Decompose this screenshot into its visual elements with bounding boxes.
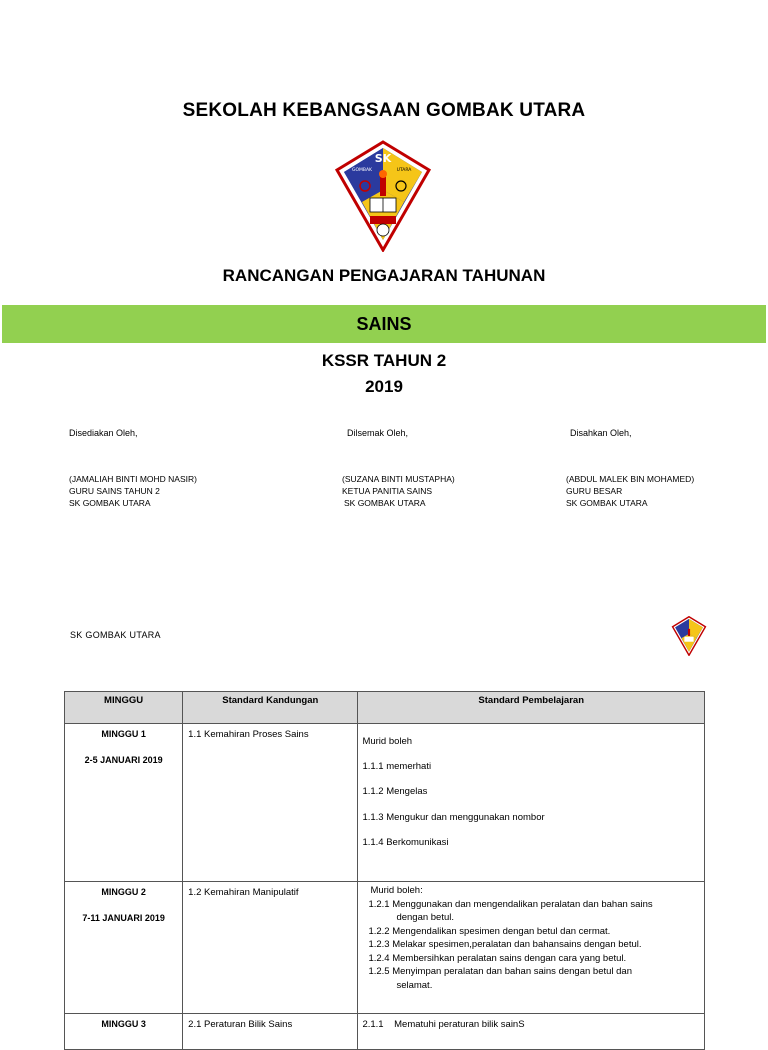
signatory-org: SK GOMBAK UTARA (69, 498, 151, 508)
subject-banner: SAINS (2, 305, 766, 343)
column-header-learning-standard: Standard Pembelajaran (358, 692, 705, 724)
signature-block-preparer (69, 473, 197, 509)
list-item: 1.2.2 Mengendalikan spesimen dengan betul dan cermat. (368, 925, 611, 937)
school-logo-small (670, 616, 708, 656)
list-item: 1.1.1 memerhati (362, 761, 432, 772)
list-item: selamat. (396, 979, 433, 991)
school-logo (334, 140, 432, 252)
week-dates: 2-5 JANUARI 2019 (84, 755, 163, 765)
school-crest-icon (670, 616, 708, 656)
table-row (65, 724, 705, 882)
signature-block-approver (566, 473, 694, 509)
checked-by-label: Dilsemak Oleh, (347, 428, 409, 438)
week-label: MINGGU 3 (101, 1019, 146, 1029)
signatory-role: GURU BESAR (566, 486, 623, 496)
page-header-school: SK GOMBAK UTARA (70, 630, 161, 640)
svg-text:GOMBAK: GOMBAK (351, 168, 373, 173)
column-header-content-standard: Standard Kandungan (183, 692, 358, 724)
content-standard-cell: 1.2 Kemahiran Manipulatif (183, 882, 358, 1014)
content-standard-cell: 1.1 Kemahiran Proses Sains (183, 724, 358, 882)
list-item: dengan betul. (396, 912, 455, 923)
signatory-name: (ABDUL MALEK BIN MOHAMED) (566, 474, 695, 484)
signature-block-checker (342, 473, 455, 509)
week-cell (65, 1014, 183, 1050)
signatory-role: KETUA PANITIA SAINS (342, 486, 433, 496)
learning-standard-cell (358, 882, 705, 1014)
signatory-role: GURU SAINS TAHUN 2 (69, 486, 160, 496)
table-row (65, 1014, 705, 1050)
content-standard-cell: 2.1 Peraturan Bilik Sains (183, 1014, 358, 1050)
list-item: 1.2.1 Menggunakan dan mengendalikan peralatan dan bahan sains (368, 898, 653, 910)
column-header-week: MINGGU (65, 692, 183, 724)
school-title: SEKOLAH KEBANGSAAN GOMBAK UTARA (182, 100, 586, 121)
list-item: 1.1.3 Mengukur dan menggunakan nombor (362, 812, 545, 823)
list-item: 1.1.4 Berkomunikasi (362, 837, 449, 848)
list-item: 2.1.1 Mematuhi peraturan bilik sainS (362, 1019, 525, 1030)
week-cell (65, 882, 183, 1014)
school-crest-icon (334, 140, 432, 252)
year-label: 2019 (365, 377, 403, 396)
approved-by-label: Disahkan Oleh, (570, 428, 632, 438)
learning-standard-cell (358, 1014, 705, 1050)
svg-text:SK: SK (374, 152, 392, 165)
list-item: Murid boleh (362, 736, 413, 747)
curriculum-label: KSSR TAHUN 2 (321, 351, 447, 370)
week-cell (65, 724, 183, 882)
list-item: 1.2.3 Melakar spesimen,peralatan dan bahansains dengan betul. (368, 939, 642, 950)
signatory-org: SK GOMBAK UTARA (566, 498, 648, 508)
svg-text:UTARA: UTARA (396, 168, 412, 173)
table-row (65, 882, 705, 1014)
yearly-plan-table (64, 691, 705, 1050)
signatory-org: SK GOMBAK UTARA (344, 498, 426, 508)
list-item: Murid boleh: (370, 885, 423, 896)
plan-title: RANCANGAN PENGAJARAN TAHUNAN (222, 266, 546, 285)
week-label: MINGGU 2 (101, 887, 146, 897)
list-item: 1.1.2 Mengelas (362, 786, 428, 797)
week-label: MINGGU 1 (101, 729, 146, 739)
list-item: 1.2.5 Menyimpan peralatan dan bahan sains dengan betul dan (368, 966, 632, 977)
learning-standard-cell (358, 724, 705, 882)
prepared-by-label: Disediakan Oleh, (69, 428, 138, 438)
signatory-name: (JAMALIAH BINTI MOHD NASIR) (69, 474, 197, 484)
table-header-row (65, 692, 705, 724)
week-dates: 7-11 JANUARI 2019 (82, 913, 165, 923)
signatory-name: (SUZANA BINTI MUSTAPHA) (342, 474, 455, 484)
list-item: 1.2.4 Membersihkan peralatan sains dengan cara yang betul. (368, 952, 627, 964)
